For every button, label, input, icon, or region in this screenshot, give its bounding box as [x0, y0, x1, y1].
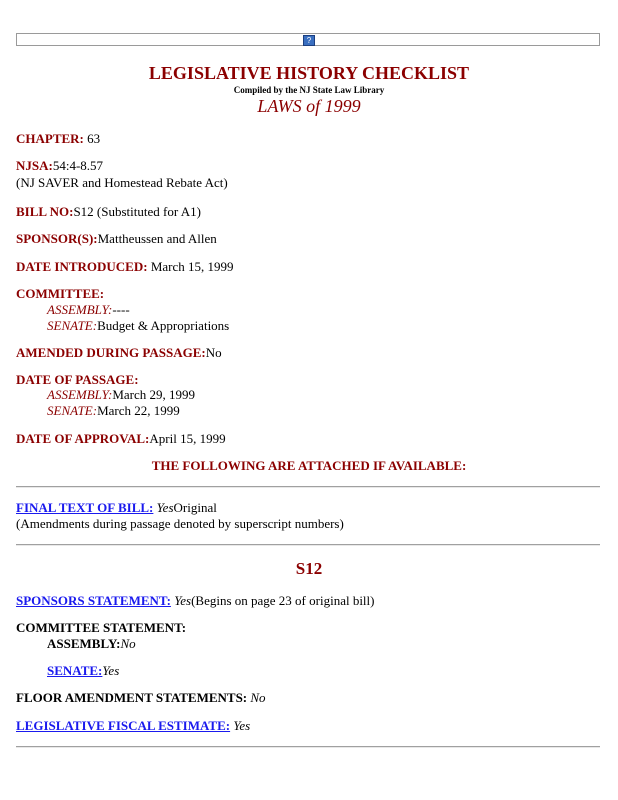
floor-amendment-value: No	[247, 690, 266, 705]
approval-row	[16, 431, 226, 447]
sponsors-label: SPONSOR(S):	[16, 231, 98, 246]
date-introduced-value: March 15, 1999	[147, 259, 234, 274]
laws-year: LAWS of 1999	[257, 96, 361, 116]
njsa-note: (NJ SAVER and Homestead Rebate Act)	[16, 175, 228, 190]
chapter-row	[16, 131, 100, 147]
sponsors-statement-yes: Yes	[170, 593, 192, 608]
passage-senate-label: SENATE:	[47, 403, 98, 418]
broken-image-icon: ?	[303, 35, 315, 46]
committee-senate-row	[47, 318, 229, 334]
fiscal-estimate-row	[16, 718, 250, 734]
fiscal-estimate-value: Yes	[230, 718, 251, 733]
bill-heading: S12	[295, 559, 323, 578]
sponsors-statement-note: (Begins on page 23 of original bill)	[191, 593, 375, 608]
passage-senate-row	[47, 403, 180, 419]
floor-amendment-label: FLOOR AMENDMENT STATEMENTS:	[16, 690, 248, 705]
bill-no-label: BILL NO:	[16, 204, 74, 219]
divider-3	[16, 746, 600, 748]
committee-statement-label: COMMITTEE STATEMENT:	[16, 620, 187, 635]
committee-statement-assembly-value: No	[120, 636, 136, 651]
committee-assembly-row	[47, 302, 130, 318]
passage-label: DATE OF PASSAGE:	[16, 372, 139, 387]
sponsors-statement-row	[16, 593, 375, 609]
final-text-yes: Yes	[153, 500, 174, 515]
committee-label: COMMITTEE:	[16, 286, 105, 301]
approval-label: DATE OF APPROVAL:	[16, 431, 150, 446]
bill-no-value: S12 (Substituted for A1)	[73, 204, 201, 219]
committee-statement-senate-link[interactable]: SENATE:	[47, 663, 103, 678]
committee-assembly-value: ----	[112, 302, 130, 317]
sponsors-value: Mattheussen and Allen	[97, 231, 217, 246]
committee-assembly-label: ASSEMBLY:	[47, 302, 113, 317]
passage-assembly-label: ASSEMBLY:	[47, 387, 113, 402]
committee-senate-value: Budget & Appropriations	[97, 318, 230, 333]
passage-assembly-value: March 29, 1999	[112, 387, 196, 402]
final-text-row	[16, 500, 217, 516]
final-text-value: Original	[173, 500, 217, 515]
date-introduced-label: DATE INTRODUCED:	[16, 259, 148, 274]
page-title: LEGISLATIVE HISTORY CHECKLIST	[148, 63, 470, 83]
committee-statement-senate-row	[47, 663, 119, 679]
final-text-link[interactable]: FINAL TEXT OF BILL:	[16, 500, 154, 515]
attached-heading: THE FOLLOWING ARE ATTACHED IF AVAILABLE:	[151, 458, 467, 473]
committee-statement-senate-value: Yes	[102, 663, 120, 678]
floor-amendment-row	[16, 690, 266, 706]
committee-statement-assembly-label: ASSEMBLY:	[47, 636, 121, 651]
amended-row	[16, 345, 222, 361]
divider-1	[16, 486, 600, 488]
sponsors-statement-link[interactable]: SPONSORS STATEMENT:	[16, 593, 171, 608]
date-introduced-row	[16, 259, 234, 275]
chapter-value: 63	[83, 131, 101, 146]
committee-senate-label: SENATE:	[47, 318, 98, 333]
passage-senate-value: March 22, 1999	[97, 403, 180, 418]
divider-2	[16, 544, 600, 546]
committee-statement-assembly-row	[47, 636, 136, 652]
sponsors-row	[16, 231, 217, 247]
amended-label: AMENDED DURING PASSAGE:	[16, 345, 206, 360]
njsa-value: 54:4-8.57	[52, 158, 104, 173]
passage-assembly-row	[47, 387, 195, 403]
approval-value: April 15, 1999	[149, 431, 226, 446]
final-text-note: (Amendments during passage denoted by superscript numbers)	[16, 516, 344, 531]
chapter-label: CHAPTER:	[16, 131, 84, 146]
bill-no-row	[16, 204, 201, 220]
fiscal-estimate-link[interactable]: LEGISLATIVE FISCAL ESTIMATE:	[16, 718, 231, 733]
image-placeholder-frame	[16, 33, 600, 46]
amended-value: No	[205, 345, 222, 360]
compiled-by: Compiled by the NJ State Law Library	[233, 85, 385, 95]
njsa-label: NJSA:	[16, 158, 53, 173]
njsa-row	[16, 158, 103, 174]
